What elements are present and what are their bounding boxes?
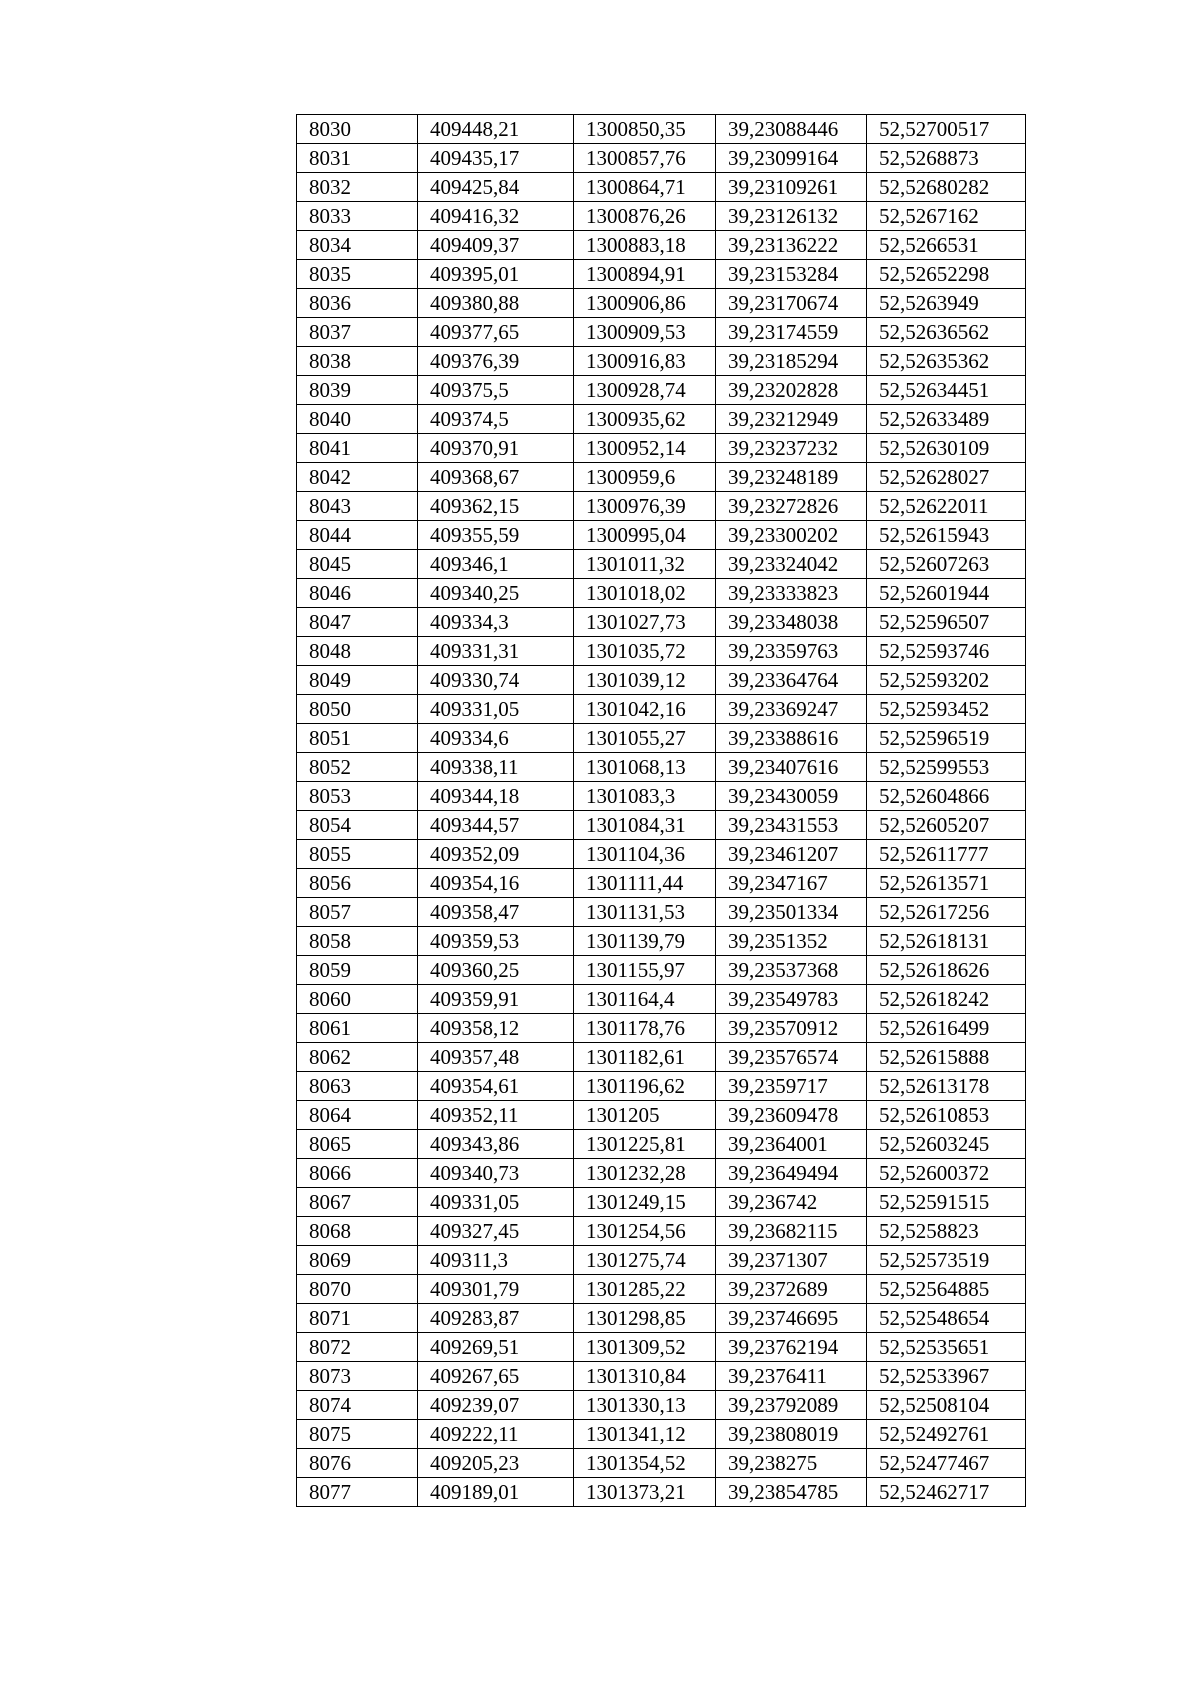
y-coordinate-cell: 1301249,15 [574, 1188, 716, 1217]
y-coordinate-cell: 1300876,26 [574, 202, 716, 231]
table-row [297, 1449, 1026, 1478]
table-row [297, 985, 1026, 1014]
x-coordinate-cell: 409359,91 [418, 985, 574, 1014]
longitude-cell: 39,23501334 [716, 898, 867, 927]
point-number-cell: 8065 [297, 1130, 418, 1159]
table-row [297, 231, 1026, 260]
longitude-cell: 39,23333823 [716, 579, 867, 608]
x-coordinate-cell: 409327,45 [418, 1217, 574, 1246]
y-coordinate-cell: 1301225,81 [574, 1130, 716, 1159]
latitude-cell: 52,52535651 [867, 1333, 1026, 1362]
point-number-cell: 8033 [297, 202, 418, 231]
x-coordinate-cell: 409352,11 [418, 1101, 574, 1130]
table-row [297, 144, 1026, 173]
point-number-cell: 8047 [297, 608, 418, 637]
point-number-cell: 8076 [297, 1449, 418, 1478]
longitude-cell: 39,23576574 [716, 1043, 867, 1072]
table-row [297, 811, 1026, 840]
latitude-cell: 52,52593746 [867, 637, 1026, 666]
point-number-cell: 8056 [297, 869, 418, 898]
y-coordinate-cell: 1300864,71 [574, 173, 716, 202]
x-coordinate-cell: 409311,3 [418, 1246, 574, 1275]
table-row [297, 608, 1026, 637]
y-coordinate-cell: 1301330,13 [574, 1391, 716, 1420]
latitude-cell: 52,52616499 [867, 1014, 1026, 1043]
longitude-cell: 39,2376411 [716, 1362, 867, 1391]
point-number-cell: 8066 [297, 1159, 418, 1188]
x-coordinate-cell: 409343,86 [418, 1130, 574, 1159]
point-number-cell: 8057 [297, 898, 418, 927]
x-coordinate-cell: 409222,11 [418, 1420, 574, 1449]
table-row [297, 521, 1026, 550]
y-coordinate-cell: 1300906,86 [574, 289, 716, 318]
longitude-cell: 39,23461207 [716, 840, 867, 869]
x-coordinate-cell: 409358,12 [418, 1014, 574, 1043]
latitude-cell: 52,52611777 [867, 840, 1026, 869]
table-row [297, 753, 1026, 782]
x-coordinate-cell: 409239,07 [418, 1391, 574, 1420]
y-coordinate-cell: 1301083,3 [574, 782, 716, 811]
x-coordinate-cell: 409352,09 [418, 840, 574, 869]
point-number-cell: 8038 [297, 347, 418, 376]
x-coordinate-cell: 409358,47 [418, 898, 574, 927]
table-row [297, 260, 1026, 289]
x-coordinate-cell: 409354,16 [418, 869, 574, 898]
latitude-cell: 52,52605207 [867, 811, 1026, 840]
latitude-cell: 52,52564885 [867, 1275, 1026, 1304]
x-coordinate-cell: 409395,01 [418, 260, 574, 289]
x-coordinate-cell: 409340,25 [418, 579, 574, 608]
longitude-cell: 39,238275 [716, 1449, 867, 1478]
y-coordinate-cell: 1301182,61 [574, 1043, 716, 1072]
longitude-cell: 39,23300202 [716, 521, 867, 550]
point-number-cell: 8072 [297, 1333, 418, 1362]
table-row [297, 1130, 1026, 1159]
point-number-cell: 8054 [297, 811, 418, 840]
longitude-cell: 39,236742 [716, 1188, 867, 1217]
longitude-cell: 39,23549783 [716, 985, 867, 1014]
longitude-cell: 39,23109261 [716, 173, 867, 202]
longitude-cell: 39,2371307 [716, 1246, 867, 1275]
longitude-cell: 39,23762194 [716, 1333, 867, 1362]
point-number-cell: 8052 [297, 753, 418, 782]
latitude-cell: 52,52596507 [867, 608, 1026, 637]
y-coordinate-cell: 1300894,91 [574, 260, 716, 289]
point-number-cell: 8059 [297, 956, 418, 985]
table-row [297, 869, 1026, 898]
table-row [297, 347, 1026, 376]
y-coordinate-cell: 1301111,44 [574, 869, 716, 898]
y-coordinate-cell: 1300976,39 [574, 492, 716, 521]
table-row [297, 463, 1026, 492]
longitude-cell: 39,23682115 [716, 1217, 867, 1246]
table-row [297, 840, 1026, 869]
table-row [297, 1391, 1026, 1420]
y-coordinate-cell: 1301068,13 [574, 753, 716, 782]
latitude-cell: 52,52613178 [867, 1072, 1026, 1101]
x-coordinate-cell: 409355,59 [418, 521, 574, 550]
x-coordinate-cell: 409331,31 [418, 637, 574, 666]
point-number-cell: 8048 [297, 637, 418, 666]
point-number-cell: 8053 [297, 782, 418, 811]
coordinates-table-body [297, 115, 1026, 1507]
y-coordinate-cell: 1300995,04 [574, 521, 716, 550]
point-number-cell: 8071 [297, 1304, 418, 1333]
longitude-cell: 39,23202828 [716, 376, 867, 405]
latitude-cell: 52,52596519 [867, 724, 1026, 753]
y-coordinate-cell: 1301196,62 [574, 1072, 716, 1101]
x-coordinate-cell: 409269,51 [418, 1333, 574, 1362]
latitude-cell: 52,52600372 [867, 1159, 1026, 1188]
latitude-cell: 52,5263949 [867, 289, 1026, 318]
x-coordinate-cell: 409362,15 [418, 492, 574, 521]
table-row [297, 898, 1026, 927]
point-number-cell: 8062 [297, 1043, 418, 1072]
x-coordinate-cell: 409354,61 [418, 1072, 574, 1101]
latitude-cell: 52,52508104 [867, 1391, 1026, 1420]
y-coordinate-cell: 1300935,62 [574, 405, 716, 434]
point-number-cell: 8060 [297, 985, 418, 1014]
table-row [297, 1014, 1026, 1043]
y-coordinate-cell: 1301310,84 [574, 1362, 716, 1391]
table-row [297, 1420, 1026, 1449]
longitude-cell: 39,23174559 [716, 318, 867, 347]
point-number-cell: 8040 [297, 405, 418, 434]
latitude-cell: 52,52573519 [867, 1246, 1026, 1275]
table-row [297, 782, 1026, 811]
point-number-cell: 8055 [297, 840, 418, 869]
y-coordinate-cell: 1301254,56 [574, 1217, 716, 1246]
table-row [297, 173, 1026, 202]
table-row [297, 434, 1026, 463]
point-number-cell: 8034 [297, 231, 418, 260]
longitude-cell: 39,23388616 [716, 724, 867, 753]
table-row [297, 927, 1026, 956]
x-coordinate-cell: 409346,1 [418, 550, 574, 579]
x-coordinate-cell: 409416,32 [418, 202, 574, 231]
latitude-cell: 52,52630109 [867, 434, 1026, 463]
latitude-cell: 52,52593452 [867, 695, 1026, 724]
longitude-cell: 39,23324042 [716, 550, 867, 579]
y-coordinate-cell: 1301042,16 [574, 695, 716, 724]
latitude-cell: 52,52548654 [867, 1304, 1026, 1333]
longitude-cell: 39,23272826 [716, 492, 867, 521]
y-coordinate-cell: 1301309,52 [574, 1333, 716, 1362]
table-row [297, 1101, 1026, 1130]
table-row [297, 1362, 1026, 1391]
point-number-cell: 8049 [297, 666, 418, 695]
y-coordinate-cell: 1301354,52 [574, 1449, 716, 1478]
point-number-cell: 8046 [297, 579, 418, 608]
x-coordinate-cell: 409283,87 [418, 1304, 574, 1333]
longitude-cell: 39,23185294 [716, 347, 867, 376]
table-row [297, 666, 1026, 695]
longitude-cell: 39,23609478 [716, 1101, 867, 1130]
x-coordinate-cell: 409376,39 [418, 347, 574, 376]
y-coordinate-cell: 1301373,21 [574, 1478, 716, 1507]
latitude-cell: 52,52613571 [867, 869, 1026, 898]
point-number-cell: 8077 [297, 1478, 418, 1507]
latitude-cell: 52,52593202 [867, 666, 1026, 695]
x-coordinate-cell: 409370,91 [418, 434, 574, 463]
y-coordinate-cell: 1301055,27 [574, 724, 716, 753]
y-coordinate-cell: 1300883,18 [574, 231, 716, 260]
x-coordinate-cell: 409375,5 [418, 376, 574, 405]
longitude-cell: 39,23088446 [716, 115, 867, 144]
point-number-cell: 8042 [297, 463, 418, 492]
latitude-cell: 52,52633489 [867, 405, 1026, 434]
point-number-cell: 8051 [297, 724, 418, 753]
point-number-cell: 8045 [297, 550, 418, 579]
longitude-cell: 39,23212949 [716, 405, 867, 434]
longitude-cell: 39,23407616 [716, 753, 867, 782]
y-coordinate-cell: 1301131,53 [574, 898, 716, 927]
y-coordinate-cell: 1300959,6 [574, 463, 716, 492]
point-number-cell: 8058 [297, 927, 418, 956]
table-row [297, 289, 1026, 318]
x-coordinate-cell: 409189,01 [418, 1478, 574, 1507]
latitude-cell: 52,52680282 [867, 173, 1026, 202]
latitude-cell: 52,52591515 [867, 1188, 1026, 1217]
y-coordinate-cell: 1300952,14 [574, 434, 716, 463]
y-coordinate-cell: 1300916,83 [574, 347, 716, 376]
table-row [297, 376, 1026, 405]
y-coordinate-cell: 1301164,4 [574, 985, 716, 1014]
x-coordinate-cell: 409374,5 [418, 405, 574, 434]
longitude-cell: 39,2347167 [716, 869, 867, 898]
latitude-cell: 52,52634451 [867, 376, 1026, 405]
x-coordinate-cell: 409267,65 [418, 1362, 574, 1391]
table-row [297, 956, 1026, 985]
latitude-cell: 52,52615943 [867, 521, 1026, 550]
longitude-cell: 39,23431553 [716, 811, 867, 840]
point-number-cell: 8044 [297, 521, 418, 550]
x-coordinate-cell: 409448,21 [418, 115, 574, 144]
x-coordinate-cell: 409425,84 [418, 173, 574, 202]
latitude-cell: 52,52700517 [867, 115, 1026, 144]
x-coordinate-cell: 409331,05 [418, 695, 574, 724]
longitude-cell: 39,23237232 [716, 434, 867, 463]
y-coordinate-cell: 1301232,28 [574, 1159, 716, 1188]
point-number-cell: 8039 [297, 376, 418, 405]
table-row [297, 1217, 1026, 1246]
x-coordinate-cell: 409301,79 [418, 1275, 574, 1304]
x-coordinate-cell: 409340,73 [418, 1159, 574, 1188]
latitude-cell: 52,52635362 [867, 347, 1026, 376]
longitude-cell: 39,23248189 [716, 463, 867, 492]
point-number-cell: 8041 [297, 434, 418, 463]
longitude-cell: 39,23537368 [716, 956, 867, 985]
longitude-cell: 39,2359717 [716, 1072, 867, 1101]
x-coordinate-cell: 409205,23 [418, 1449, 574, 1478]
point-number-cell: 8068 [297, 1217, 418, 1246]
latitude-cell: 52,52610853 [867, 1101, 1026, 1130]
table-row [297, 1275, 1026, 1304]
latitude-cell: 52,5267162 [867, 202, 1026, 231]
longitude-cell: 39,2372689 [716, 1275, 867, 1304]
x-coordinate-cell: 409334,6 [418, 724, 574, 753]
point-number-cell: 8035 [297, 260, 418, 289]
x-coordinate-cell: 409368,67 [418, 463, 574, 492]
y-coordinate-cell: 1301011,32 [574, 550, 716, 579]
coordinates-table [296, 114, 1026, 1507]
longitude-cell: 39,23359763 [716, 637, 867, 666]
y-coordinate-cell: 1301275,74 [574, 1246, 716, 1275]
table-row [297, 115, 1026, 144]
table-row [297, 405, 1026, 434]
point-number-cell: 8031 [297, 144, 418, 173]
table-row [297, 724, 1026, 753]
latitude-cell: 52,52618242 [867, 985, 1026, 1014]
table-row [297, 1333, 1026, 1362]
point-number-cell: 8043 [297, 492, 418, 521]
longitude-cell: 39,23348038 [716, 608, 867, 637]
y-coordinate-cell: 1300928,74 [574, 376, 716, 405]
y-coordinate-cell: 1300857,76 [574, 144, 716, 173]
y-coordinate-cell: 1301084,31 [574, 811, 716, 840]
point-number-cell: 8064 [297, 1101, 418, 1130]
latitude-cell: 52,52601944 [867, 579, 1026, 608]
longitude-cell: 39,23746695 [716, 1304, 867, 1333]
x-coordinate-cell: 409334,3 [418, 608, 574, 637]
longitude-cell: 39,23369247 [716, 695, 867, 724]
longitude-cell: 39,23854785 [716, 1478, 867, 1507]
y-coordinate-cell: 1300909,53 [574, 318, 716, 347]
table-row [297, 1043, 1026, 1072]
longitude-cell: 39,23170674 [716, 289, 867, 318]
point-number-cell: 8030 [297, 115, 418, 144]
table-row [297, 579, 1026, 608]
table-row [297, 1188, 1026, 1217]
y-coordinate-cell: 1301027,73 [574, 608, 716, 637]
point-number-cell: 8067 [297, 1188, 418, 1217]
point-number-cell: 8063 [297, 1072, 418, 1101]
point-number-cell: 8075 [297, 1420, 418, 1449]
latitude-cell: 52,5268873 [867, 144, 1026, 173]
table-row [297, 1072, 1026, 1101]
latitude-cell: 52,52604866 [867, 782, 1026, 811]
point-number-cell: 8069 [297, 1246, 418, 1275]
x-coordinate-cell: 409344,57 [418, 811, 574, 840]
y-coordinate-cell: 1301205 [574, 1101, 716, 1130]
longitude-cell: 39,23570912 [716, 1014, 867, 1043]
table-row [297, 318, 1026, 347]
x-coordinate-cell: 409377,65 [418, 318, 574, 347]
table-row [297, 1304, 1026, 1333]
y-coordinate-cell: 1301285,22 [574, 1275, 716, 1304]
latitude-cell: 52,52462717 [867, 1478, 1026, 1507]
latitude-cell: 52,52615888 [867, 1043, 1026, 1072]
latitude-cell: 52,52603245 [867, 1130, 1026, 1159]
latitude-cell: 52,52652298 [867, 260, 1026, 289]
y-coordinate-cell: 1301039,12 [574, 666, 716, 695]
latitude-cell: 52,52618626 [867, 956, 1026, 985]
x-coordinate-cell: 409338,11 [418, 753, 574, 782]
longitude-cell: 39,2364001 [716, 1130, 867, 1159]
latitude-cell: 52,52492761 [867, 1420, 1026, 1449]
x-coordinate-cell: 409435,17 [418, 144, 574, 173]
latitude-cell: 52,52599553 [867, 753, 1026, 782]
table-row [297, 202, 1026, 231]
longitude-cell: 39,23364764 [716, 666, 867, 695]
y-coordinate-cell: 1301298,85 [574, 1304, 716, 1333]
latitude-cell: 52,52533967 [867, 1362, 1026, 1391]
latitude-cell: 52,52636562 [867, 318, 1026, 347]
table-row [297, 1478, 1026, 1507]
y-coordinate-cell: 1300850,35 [574, 115, 716, 144]
table-row [297, 492, 1026, 521]
latitude-cell: 52,52477467 [867, 1449, 1026, 1478]
longitude-cell: 39,23792089 [716, 1391, 867, 1420]
y-coordinate-cell: 1301155,97 [574, 956, 716, 985]
x-coordinate-cell: 409344,18 [418, 782, 574, 811]
y-coordinate-cell: 1301035,72 [574, 637, 716, 666]
latitude-cell: 52,5266531 [867, 231, 1026, 260]
table-row [297, 695, 1026, 724]
longitude-cell: 39,23099164 [716, 144, 867, 173]
x-coordinate-cell: 409357,48 [418, 1043, 574, 1072]
y-coordinate-cell: 1301341,12 [574, 1420, 716, 1449]
table-row [297, 637, 1026, 666]
y-coordinate-cell: 1301139,79 [574, 927, 716, 956]
latitude-cell: 52,5258823 [867, 1217, 1026, 1246]
x-coordinate-cell: 409331,05 [418, 1188, 574, 1217]
point-number-cell: 8050 [297, 695, 418, 724]
y-coordinate-cell: 1301104,36 [574, 840, 716, 869]
latitude-cell: 52,52607263 [867, 550, 1026, 579]
latitude-cell: 52,52618131 [867, 927, 1026, 956]
x-coordinate-cell: 409409,37 [418, 231, 574, 260]
longitude-cell: 39,23808019 [716, 1420, 867, 1449]
table-row [297, 1159, 1026, 1188]
point-number-cell: 8061 [297, 1014, 418, 1043]
point-number-cell: 8070 [297, 1275, 418, 1304]
longitude-cell: 39,23649494 [716, 1159, 867, 1188]
y-coordinate-cell: 1301018,02 [574, 579, 716, 608]
point-number-cell: 8032 [297, 173, 418, 202]
point-number-cell: 8074 [297, 1391, 418, 1420]
x-coordinate-cell: 409330,74 [418, 666, 574, 695]
x-coordinate-cell: 409360,25 [418, 956, 574, 985]
latitude-cell: 52,52617256 [867, 898, 1026, 927]
table-row [297, 1246, 1026, 1275]
x-coordinate-cell: 409359,53 [418, 927, 574, 956]
y-coordinate-cell: 1301178,76 [574, 1014, 716, 1043]
x-coordinate-cell: 409380,88 [418, 289, 574, 318]
longitude-cell: 39,23430059 [716, 782, 867, 811]
point-number-cell: 8036 [297, 289, 418, 318]
point-number-cell: 8037 [297, 318, 418, 347]
longitude-cell: 39,23126132 [716, 202, 867, 231]
longitude-cell: 39,23153284 [716, 260, 867, 289]
longitude-cell: 39,23136222 [716, 231, 867, 260]
longitude-cell: 39,2351352 [716, 927, 867, 956]
latitude-cell: 52,52628027 [867, 463, 1026, 492]
point-number-cell: 8073 [297, 1362, 418, 1391]
latitude-cell: 52,52622011 [867, 492, 1026, 521]
table-row [297, 550, 1026, 579]
